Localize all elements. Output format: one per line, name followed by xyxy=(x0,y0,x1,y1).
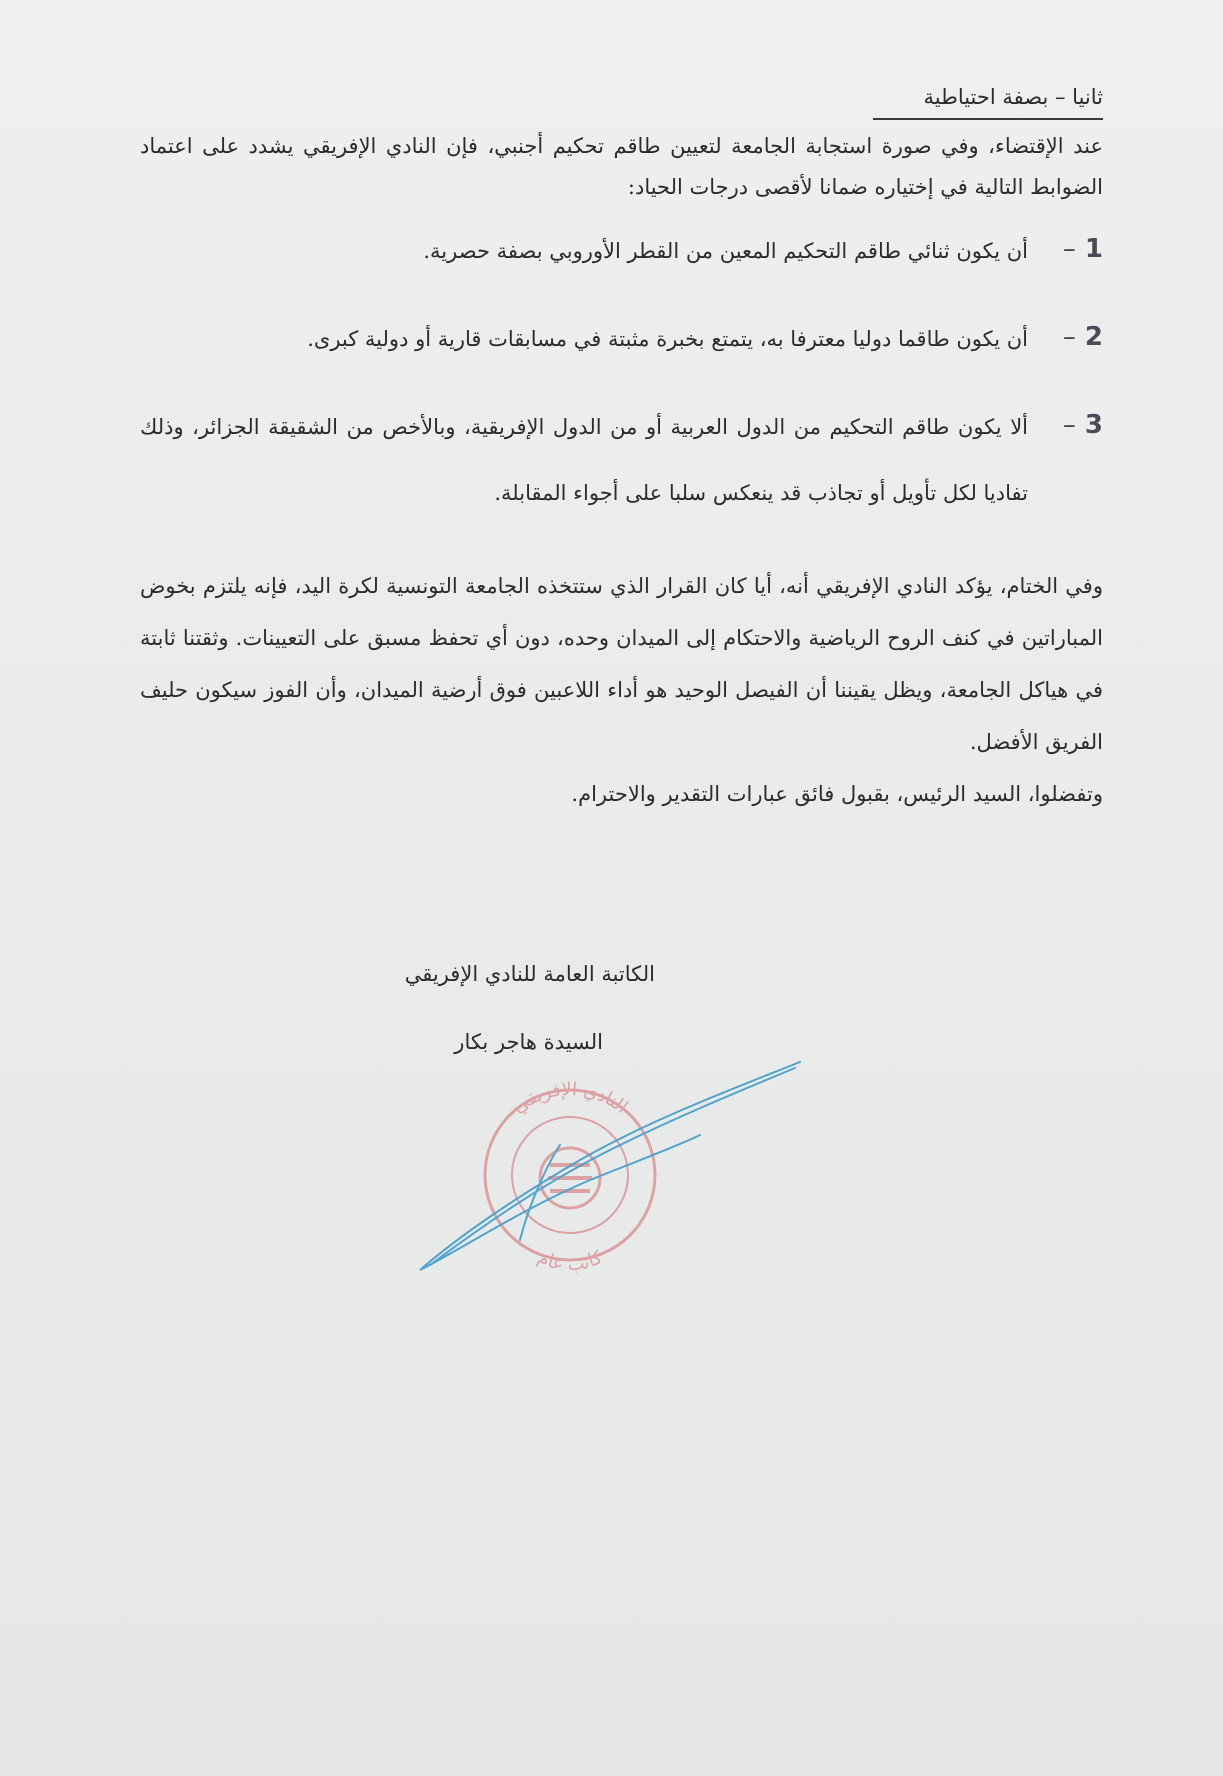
intro-paragraph: عند الإقتضاء، وفي صورة استجابة الجامعة لتعيين طاقم تحكيم أجنبي، فإن النادي الإفريقي يشدد على اعتماد الضوابط التالية في إختياره ضمانا لأقصى درجات الحياد: xyxy=(140,134,1103,199)
item-number xyxy=(1028,394,1103,526)
stamp-and-signature xyxy=(400,1050,820,1300)
salutation: وتفضلوا، السيد الرئيس، بقبول فائق عبارات التقدير والاحترام. xyxy=(571,782,1103,806)
stamp-top-text: النادي الإفريقي xyxy=(508,1078,632,1118)
section-heading: ثانيا – بصفة احتياطية xyxy=(873,80,1103,120)
list-item xyxy=(140,394,1103,526)
item-text: أن يكون طاقما دوليا معترفا به، يتمتع بخبرة مثبتة في مسابقات قارية أو دولية كبرى. xyxy=(307,327,1028,351)
item-number-value: 3 xyxy=(1084,410,1103,440)
stamp-signature-graphic xyxy=(400,1050,820,1300)
signatory-title: الكاتبة العامة للنادي الإفريقي xyxy=(404,962,655,986)
item-number xyxy=(1028,306,1103,372)
item-text: ألا يكون طاقم التحكيم من الدول العربية أو من الدول الإفريقية، وبالأخص من الشقيقة الجزائر، وذلك تفاديا لكل تأويل أو تجاذب قد ينعكس سلبا على أجواء المقابلة. xyxy=(140,415,1028,505)
list-item xyxy=(140,306,1103,372)
list-item xyxy=(140,218,1103,284)
item-text: أن يكون ثنائي طاقم التحكيم المعين من القطر الأوروبي بصفة حصرية. xyxy=(423,239,1028,263)
item-dash: – xyxy=(1062,322,1076,352)
item-number-value: 1 xyxy=(1084,234,1103,264)
criteria-list xyxy=(140,218,1103,526)
item-number-value: 2 xyxy=(1084,322,1103,352)
closing-paragraph: وفي الختام، يؤكد النادي الإفريقي أنه، أيا كان القرار الذي ستتخذه الجامعة التونسية لكرة اليد، فإنه يلتزم بخوض المباراتين في كنف الروح الرياضية والاحتكام إلى الميدان وحده، دون أي تحفظ مسبق على التعيينات. وثقتنا ثابتة في هياكل الجامعة، ويظل يقيننا أن الفيصل الوحيد هو أداء اللاعبين فوق أرضية الميدان، وأن الفوز سيكون حليف الفريق الأفضل. xyxy=(140,574,1103,754)
official-stamp xyxy=(485,1079,655,1276)
item-number xyxy=(1028,218,1103,284)
item-dash: – xyxy=(1062,234,1076,264)
signatory-name: السيدة هاجر بكار xyxy=(454,1030,603,1054)
stamp-bottom-text: كاتب عام xyxy=(534,1247,606,1276)
letter-body xyxy=(140,80,1103,815)
item-dash: – xyxy=(1062,410,1076,440)
